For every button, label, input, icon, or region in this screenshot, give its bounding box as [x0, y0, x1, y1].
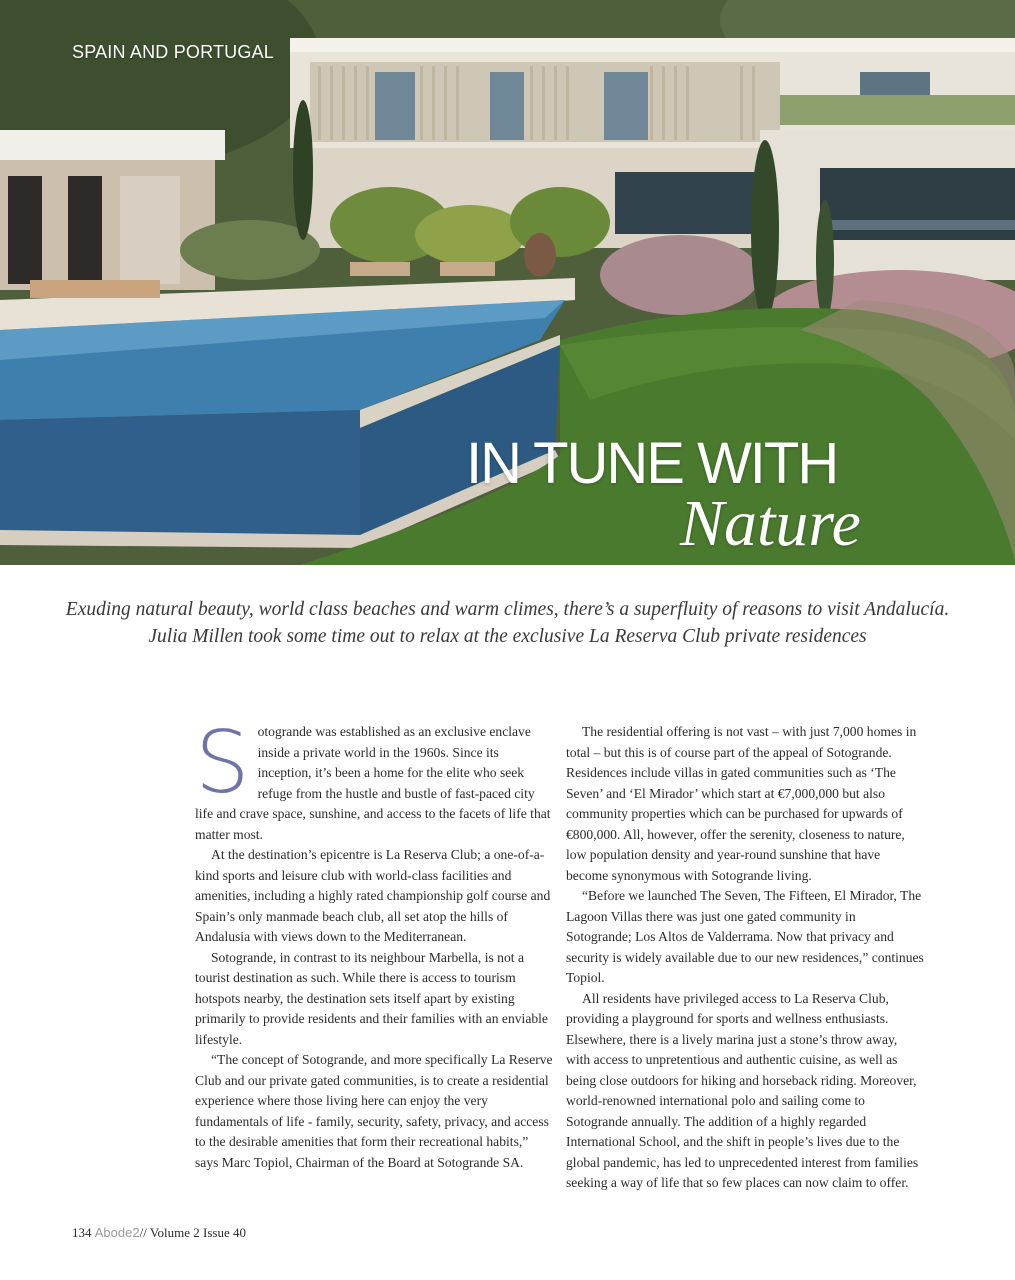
drop-cap: S	[195, 713, 250, 813]
headline-line-1: IN TUNE WITH	[466, 431, 838, 496]
article-paragraph: Sotogrande, in contrast to its neighbour Marbella, is not a tourist destination as such. While there is access to tourism hotspots nearby, the destination sets itself apart by existing primarily to provide residents and their families with an enviable lifestyle.	[195, 949, 548, 1047]
article-paragraph: “Before we launched The Seven, The Fifteen, El Mirador, The Lagoon Villas there was just one gated community in Sotogrande; Los Altos de Valderrama. Now that privacy and security is widely available due to our new residences,” continues Topiol.	[566, 888, 924, 985]
magazine-brand: Abode2	[94, 1225, 140, 1240]
section-label: SPAIN AND PORTUGAL	[72, 42, 274, 62]
hero-image	[0, 0, 1015, 565]
issue-info: // Volume 2 Issue 40	[139, 1225, 246, 1240]
article-column-right	[566, 722, 924, 1194]
article-paragraph: At the destination’s epicentre is La Reserva Club; a one-of-a-kind sports and leisure club with world-class facilities and amenities, including a highly rated championship golf course and Spain’s only manmade beach club, all set atop the hills of Andalusia with views down to the Mediterranean.	[195, 847, 551, 944]
page-number: 134	[72, 1225, 92, 1240]
article-paragraph: The residential offering is not vast – with just 7,000 homes in total – but this is of course part of the appeal of Sotogrande. Residences include villas in gated communities such as ‘The Seven’ and ‘El Mirador’ which start at €7,000,000 but also community properties which can be purchased for upwards of €800,000. All, however, offer the serenity, closeness to nature, low population density and year-round sunshine that have become synonymous with Sotogrande living.	[566, 724, 917, 883]
paragraph-text: otogrande was established as an exclusive enclave inside a private world in the 1960s. Since its inception, it’s been a home for the elite who seek refuge from the hustle and bustle of fast-paced city life and crave space, sunshine, and access to the facets of life that matter most.	[195, 724, 551, 842]
page-footer	[72, 1225, 246, 1241]
standfirst: Exuding natural beauty, world class beaches and warm climes, there’s a superfluity of reasons to visit Andalucía. Julia Millen took some time out to relax at the exclusive La Reserva Club private residences	[65, 599, 950, 647]
article-paragraph: “The concept of Sotogrande, and more specifically La Reserve Club and our private gated communities, is to create a residential experience where those living here can enjoy the very fundamentals of life - family, security, safety, privacy, and access to the desirable amenities that form their recreational habits,” says Marc Topiol, Chairman of the Board at Sotogrande SA.	[195, 1052, 553, 1170]
article-column-left	[195, 713, 553, 1173]
article-paragraph: All residents have privileged access to La Reserva Club, providing a playground for sports and wellness enthusiasts. Elsewhere, there is a lively marina just a stone’s throw away, with access to unpretentious and authentic cuisine, as well as being close outdoors for hiking and horseback riding. Moreover, world-renowned international polo and sailing come to Sotogrande annually. The addition of a highly regarded International School, and the shift in people’s lives due to the global pandemic, has led to unprecedented interest from families seeking a way of life that so few places can now claim to offer.	[566, 990, 919, 1190]
headline-line-2: Nature	[680, 487, 861, 560]
article-paragraph	[195, 713, 553, 845]
